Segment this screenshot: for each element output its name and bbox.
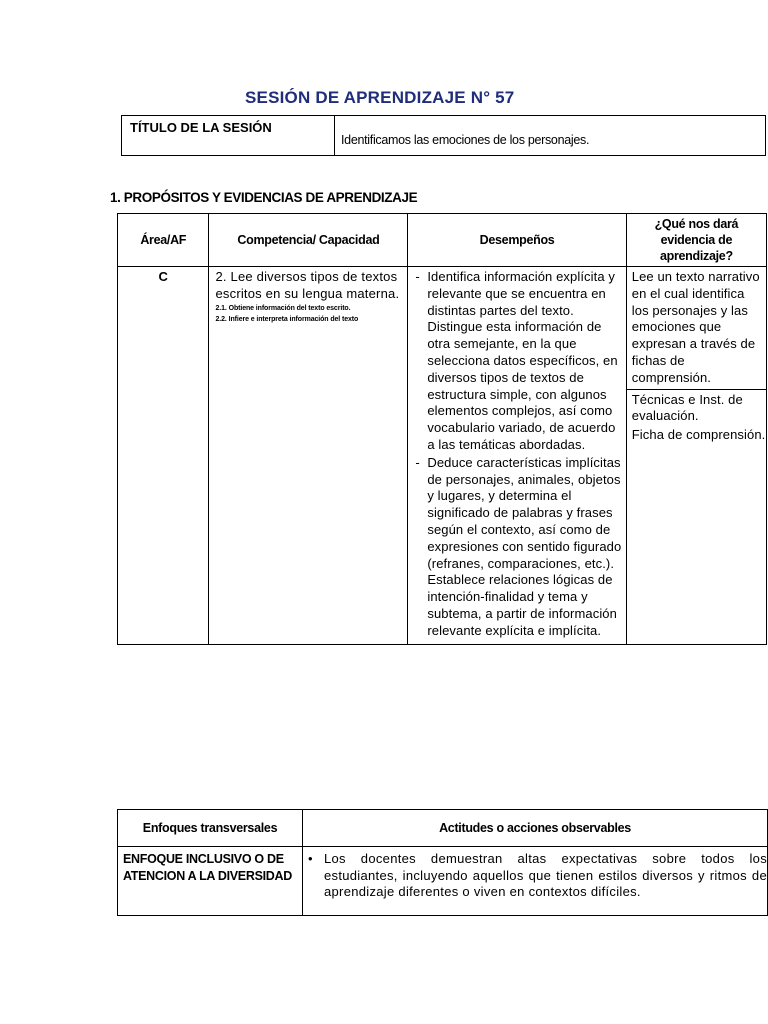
- competencia-text: 2. Lee diversos tipos de textos escritos en su lengua materna.: [215, 269, 400, 301]
- table-header-row: [118, 810, 768, 847]
- evidencia-cell: [626, 267, 766, 645]
- area-cell: C: [118, 267, 209, 645]
- actitud-cell: [303, 847, 768, 916]
- column-header-area: Área/AF: [118, 214, 209, 267]
- table-row: [118, 267, 767, 645]
- session-title-value: Identificamos las emociones de los personajes.: [335, 116, 766, 156]
- capacidad-1: 2.1. Obtiene información del texto escrito.: [215, 305, 351, 312]
- enfoque-cell: ENFOQUE INCLUSIVO O DE ATENCION A LA DIVERSIDAD: [118, 847, 303, 916]
- capacidad-2: 2.2. Infiere e interpreta información del texto: [215, 316, 359, 323]
- column-header-actitudes: Actitudes o acciones observables: [303, 810, 768, 847]
- purposes-table: [117, 213, 767, 645]
- column-header-enfoques: Enfoques transversales: [118, 810, 303, 847]
- list-item: - Deduce características implícitas de personajes, animales, objetos y lugares, y determina el significado de palabras y frases según el contexto, así como de expresiones con sentido figurado (refranes, comparaciones, etc.). Establece relaciones lógicas de intención-finalidad y tema y subtema, a partir de información relevante explícita e implícita.: [412, 455, 621, 640]
- page-title: SESIÓN DE APRENDIZAJE N° 57: [245, 88, 515, 107]
- tecnicas-value: Ficha de comprensión.: [631, 427, 766, 443]
- table-row: [118, 847, 768, 916]
- evidencia-header-text: ¿Qué nos dará evidencia de aprendizaje?: [654, 217, 739, 263]
- column-header-desempenos: Desempeños: [408, 214, 626, 267]
- session-title-label: TÍTULO DE LA SESIÓN: [122, 116, 335, 156]
- enfoques-table: [117, 809, 768, 916]
- evidencia-text: Lee un texto narrativo en el cual identifica los personajes y las emociones que expresan a través de fichas de comprensión.: [627, 267, 766, 390]
- session-title-table: [121, 115, 766, 156]
- tecnicas-label: Técnicas e Inst. de evaluación.: [631, 391, 743, 424]
- actitud-text: • Los docentes demuestran altas expectativas sobre todos los estudiantes, incluyendo aquellos que tienen estilos diversos y ritmos de aprendizaje diferentes o viven en contextos difíciles.: [308, 851, 767, 901]
- tecnicas-block: [627, 390, 766, 444]
- table-header-row: [118, 214, 767, 267]
- column-header-competencia: Competencia/ Capacidad: [209, 214, 408, 267]
- desempenos-cell: [408, 267, 626, 645]
- list-item: - Identifica información explícita y relevante que se encuentra en distintas partes del texto. Distingue esta información de otra semejante, en la que selecciona datos específicos, en diversos tipos de textos de estructura simple, con algunos elementos complejos, así como vocabulario variado, de acuerdo a las temáticas abordadas.: [412, 269, 621, 454]
- section-heading: 1. PROPÓSITOS Y EVIDENCIAS DE APRENDIZAJE: [110, 190, 418, 205]
- competencia-cell: [209, 267, 408, 645]
- column-header-evidencia: [626, 214, 766, 267]
- desempenos-list: [412, 269, 621, 640]
